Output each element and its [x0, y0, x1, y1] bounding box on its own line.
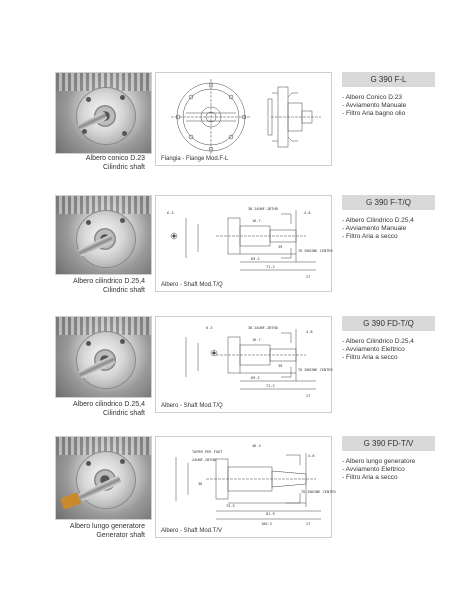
- engine-photo: [55, 436, 152, 520]
- spec-item: - Filtro Aria a secco: [342, 474, 398, 481]
- svg-text:27: 27: [306, 275, 311, 279]
- spec-list: [342, 458, 442, 482]
- spec-list: [342, 217, 442, 241]
- svg-text:16.7: 16.7: [252, 219, 261, 223]
- spec-item: - Avviamento Manuale: [342, 225, 407, 232]
- svg-text:39: 39: [278, 364, 283, 368]
- svg-text:81.9: 81.9: [266, 512, 275, 516]
- svg-text:TO ENGINE CENTER: TO ENGINE CENTER: [298, 368, 333, 372]
- drawing-caption: Albero - Shaft Mod.T/V: [161, 528, 223, 534]
- svg-text:69.2: 69.2: [251, 257, 260, 261]
- drawing-caption: Flangia - Flange Mod.F-L: [161, 156, 229, 162]
- svg-text:6.3: 6.3: [206, 326, 213, 330]
- engine-photo: [55, 316, 152, 398]
- svg-text:24UNF-2BTHD: 24UNF-2BTHD: [192, 458, 216, 462]
- spec-item: - Filtro Aria bagno olio: [342, 110, 406, 117]
- technical-drawing: [155, 436, 336, 538]
- svg-text:38: 38: [248, 326, 253, 330]
- shaft-caption: Albero lungo generatore Generator shaft: [69, 523, 145, 539]
- technical-drawing: [155, 316, 332, 413]
- svg-text:4.8: 4.8: [304, 211, 311, 215]
- shaft-caption: Albero cilindrico D.25,4 Cilindric shaft: [73, 401, 145, 417]
- engine-photo: [55, 195, 152, 275]
- spec-list: [342, 338, 442, 362]
- svg-text:38: 38: [248, 207, 253, 211]
- svg-text:24UNF-2BTHD: 24UNF-2BTHD: [254, 326, 278, 330]
- svg-text:27: 27: [306, 394, 311, 398]
- svg-text:4.8: 4.8: [308, 454, 315, 458]
- svg-text:71.2: 71.2: [266, 265, 275, 269]
- model-label: G 390 F-L: [342, 72, 435, 87]
- svg-text:71.2: 71.2: [266, 384, 275, 388]
- shaft-caption: Albero cilindrico D.25,4 Cilindric shaft: [73, 278, 145, 294]
- spec-item: - Albero Conico D.23: [342, 94, 402, 101]
- spec-item: - Albero Cilindrico D.25,4: [342, 217, 414, 224]
- svg-text:75.5: 75.5: [226, 504, 235, 508]
- svg-text:39: 39: [278, 245, 283, 249]
- svg-text:TAPER PER FOOT: TAPER PER FOOT: [192, 450, 223, 454]
- svg-text:24UNF-2BTHD: 24UNF-2BTHD: [254, 207, 278, 211]
- svg-text:106.3: 106.3: [261, 522, 272, 526]
- spec-item: - Avviamento Elettrico: [342, 346, 405, 353]
- spec-item: - Avviamento Elettrico: [342, 466, 405, 473]
- drawing-caption: Albero - Shaft Mod.T/Q: [161, 282, 223, 288]
- drawing-caption: Albero - Shaft Mod.T/Q: [161, 403, 223, 409]
- shaft-caption: Albero conico D.23 Cilindric shaft: [85, 155, 145, 171]
- spec-item: - Albero lungo generatore: [342, 458, 416, 465]
- svg-text:46.3: 46.3: [252, 444, 261, 448]
- engine-photo: [55, 72, 152, 154]
- svg-text:27: 27: [306, 522, 311, 526]
- model-label: G 390 FD-T/V: [342, 436, 435, 451]
- spec-item: - Filtro Aria a secco: [342, 354, 398, 361]
- spec-item: - Filtro Aria a secco: [342, 233, 398, 240]
- spec-item: - Avviamento Manuale: [342, 102, 407, 109]
- spec-item: - Albero Cilindrico D.25,4: [342, 338, 414, 345]
- svg-text:36: 36: [198, 482, 203, 486]
- svg-text:TO ENGINE CENTER: TO ENGINE CENTER: [301, 490, 336, 494]
- technical-drawing: [155, 195, 332, 292]
- svg-text:16.7: 16.7: [252, 338, 261, 342]
- svg-text:TO ENGINE CENTER: TO ENGINE CENTER: [298, 249, 333, 253]
- svg-text:6.3: 6.3: [167, 211, 174, 215]
- model-label: G 390 FD-T/Q: [342, 316, 435, 331]
- technical-drawing: [155, 72, 332, 166]
- model-label: G 390 F-T/Q: [342, 195, 435, 210]
- svg-text:4.8: 4.8: [306, 330, 313, 334]
- spec-list: [342, 94, 442, 118]
- svg-text:69.2: 69.2: [251, 376, 260, 380]
